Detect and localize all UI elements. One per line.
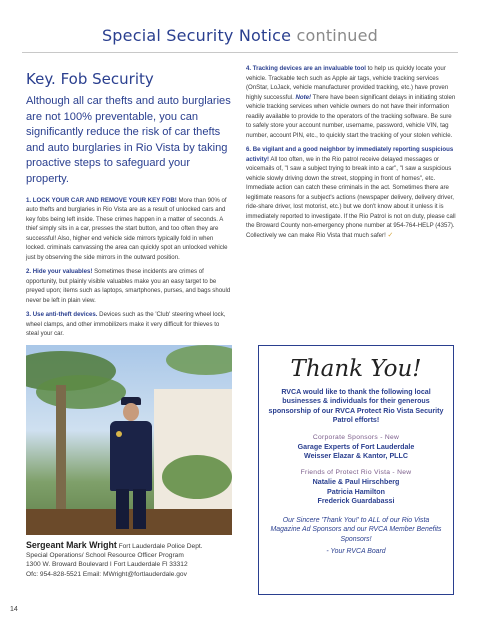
officer-leg bbox=[133, 489, 146, 529]
officer-address: 1300 W. Broward Boulevard I Fort Lauderdale Fl 33312 bbox=[26, 561, 188, 569]
palm-frond bbox=[36, 375, 126, 409]
officer-dept: Fort Lauderdale Police Dept. bbox=[116, 542, 203, 550]
tip-lock-car bbox=[26, 196, 232, 263]
thank-you-title: Thank You! bbox=[290, 356, 422, 382]
tip-hide-valuables bbox=[26, 267, 232, 305]
page-header bbox=[0, 26, 480, 45]
sponsor-name: Weisser Elazar & Kantor, PLLC bbox=[304, 451, 408, 460]
badge-icon bbox=[116, 431, 122, 437]
tip-lock-car-text: More than 90% of auto thefts and burglaries in Rio Vista are as a result of unlocked cars and key fobs being left inside. These crimes happen in a matter of seconds. A thief simply sits in a car, presses the start button, and too often they are successful! Also, higher end vehicle side mirrors typically fold in when locked. criminals canvassing the area can quickly spot an unlocked vehicle just by observing the side mirrors in the outward position. bbox=[26, 196, 228, 261]
corporate-sponsors-title: Corporate Sponsors - New bbox=[312, 433, 400, 441]
note-text: There have been significant delays in initiating stolen vehicle tracking services when vehicle owners do not have their information readily available to provide to the operators of the tracking software. Be sure to safely store your account number, username, password, vehicle VIN, tag number, account PIN, etc., to quickly start the tracking of your stolen vehicle. bbox=[246, 93, 456, 139]
left-column bbox=[26, 64, 232, 579]
header-divider bbox=[22, 52, 458, 53]
tip-anti-theft-heading: 3. Use anti-theft devices. bbox=[26, 311, 98, 319]
friends-title: Friends of Protect Rio Vista - New bbox=[300, 469, 412, 477]
section-title: Key. Fob Security bbox=[26, 70, 154, 88]
officer-program: Special Operations/ School Resource Officer Program bbox=[26, 551, 184, 559]
tip-anti-theft-text: Devices such as the 'Club' steering wheel lock, wheel clamps, and other immobilizers make it very difficult for thieves to steal your car. bbox=[26, 311, 226, 338]
officer-contact: Ofc: 954-828-5521 Email: MWright@fortlauderdale.gov bbox=[26, 570, 187, 578]
thank-you-box bbox=[258, 345, 454, 595]
tip-lock-car-heading: 1. LOCK YOUR CAR AND REMOVE YOUR KEY FOB! bbox=[26, 196, 177, 204]
signoff: - Your RVCA Board bbox=[326, 548, 386, 555]
sponsor-name: Garage Experts of Fort Lauderdale bbox=[297, 442, 415, 451]
page-number: 14 bbox=[10, 606, 18, 613]
tip-vigilant-heading: 6. Be vigilant and a good neighbor by immediately reporting suspicious activity! bbox=[246, 146, 454, 163]
officer-leg bbox=[116, 489, 129, 529]
thank-you-text: RVCA would like to thank the following local businesses & individuals for their generous sponsorship of our RVCA Protect Rio Vista Security Patrol efforts! bbox=[268, 388, 444, 425]
header-continued: continued bbox=[296, 26, 379, 45]
header-title: Special Security Notice bbox=[101, 26, 292, 45]
note-label: Note! bbox=[295, 93, 312, 101]
officer-name: Sergeant Mark Wright bbox=[26, 539, 117, 550]
officer-photo bbox=[26, 345, 232, 535]
photo-mulch bbox=[26, 509, 232, 535]
closing-message: Our Sincere 'Thank You!' to ALL of our Rio Vista Magazine Ad Sponsors and our RVCA Member Benefits Sponsors! bbox=[270, 517, 442, 543]
friend-name: Patricia Hamilton bbox=[327, 487, 385, 496]
tip-tracking-text: to help us quickly locate your vehicle. Trackable tech such as Apple air tags, vehicle tracking services (OnStar, LoJack, vehicle manufacturer provided tracking, etc.) have proven highly successful. bbox=[246, 65, 449, 101]
shrub bbox=[162, 455, 232, 499]
tip-hide-valuables-heading: 2. Hide your valuables! bbox=[26, 268, 93, 276]
tip-vigilant bbox=[246, 145, 458, 240]
tip-tracking-heading: 4. Tracking devices are an invaluable tool bbox=[246, 65, 366, 72]
tip-hide-valuables-text: Sometimes these incidents are crimes of opportunity, but plainly visible valuables make you an easy target to be preyed upon; items such as laptops, smartphones, purses, and bags should never be left in plain view. bbox=[26, 268, 231, 304]
palm-trunk bbox=[56, 385, 66, 525]
check-icon: ✓ bbox=[387, 231, 394, 239]
friend-name: Frederick Guardabassi bbox=[317, 496, 395, 505]
photo-caption bbox=[26, 541, 232, 580]
tip-anti-theft bbox=[26, 310, 232, 339]
tip-vigilant-text: All too often, we in the Rio patrol receive delayed messages or voicemails of, "I saw a subject trying to break into a car", "I saw a suspicious vehicle slowly driving down the street, stopping in front of homes", etc. Immediate action can catch these criminals in the act. Sometimes there are legitimate reasons for a subject's actions (newspaper delivery, delivery driver, ride-share driver, lost motorist, etc.) but we don't know about it unless it is immediately reported to investigate. If the Rio Patrol is not on duty, please call the Broward County non-emergency phone number at 954-764-HELP (4357). Collectively we can make Rio Vista that much safer! bbox=[246, 155, 456, 239]
tip-tracking bbox=[246, 64, 458, 140]
lead-paragraph: Although all car thefts and auto burglaries are not 100% preventable, you can significantly reduce the risk of car thefts and auto burglaries in Rio Vista by taking proactive steps to safeguard your property. bbox=[26, 95, 231, 185]
friend-name: Natalie & Paul Hirschberg bbox=[312, 478, 400, 487]
officer-head bbox=[123, 403, 139, 421]
right-column bbox=[246, 64, 458, 245]
palm-frond bbox=[166, 345, 232, 375]
